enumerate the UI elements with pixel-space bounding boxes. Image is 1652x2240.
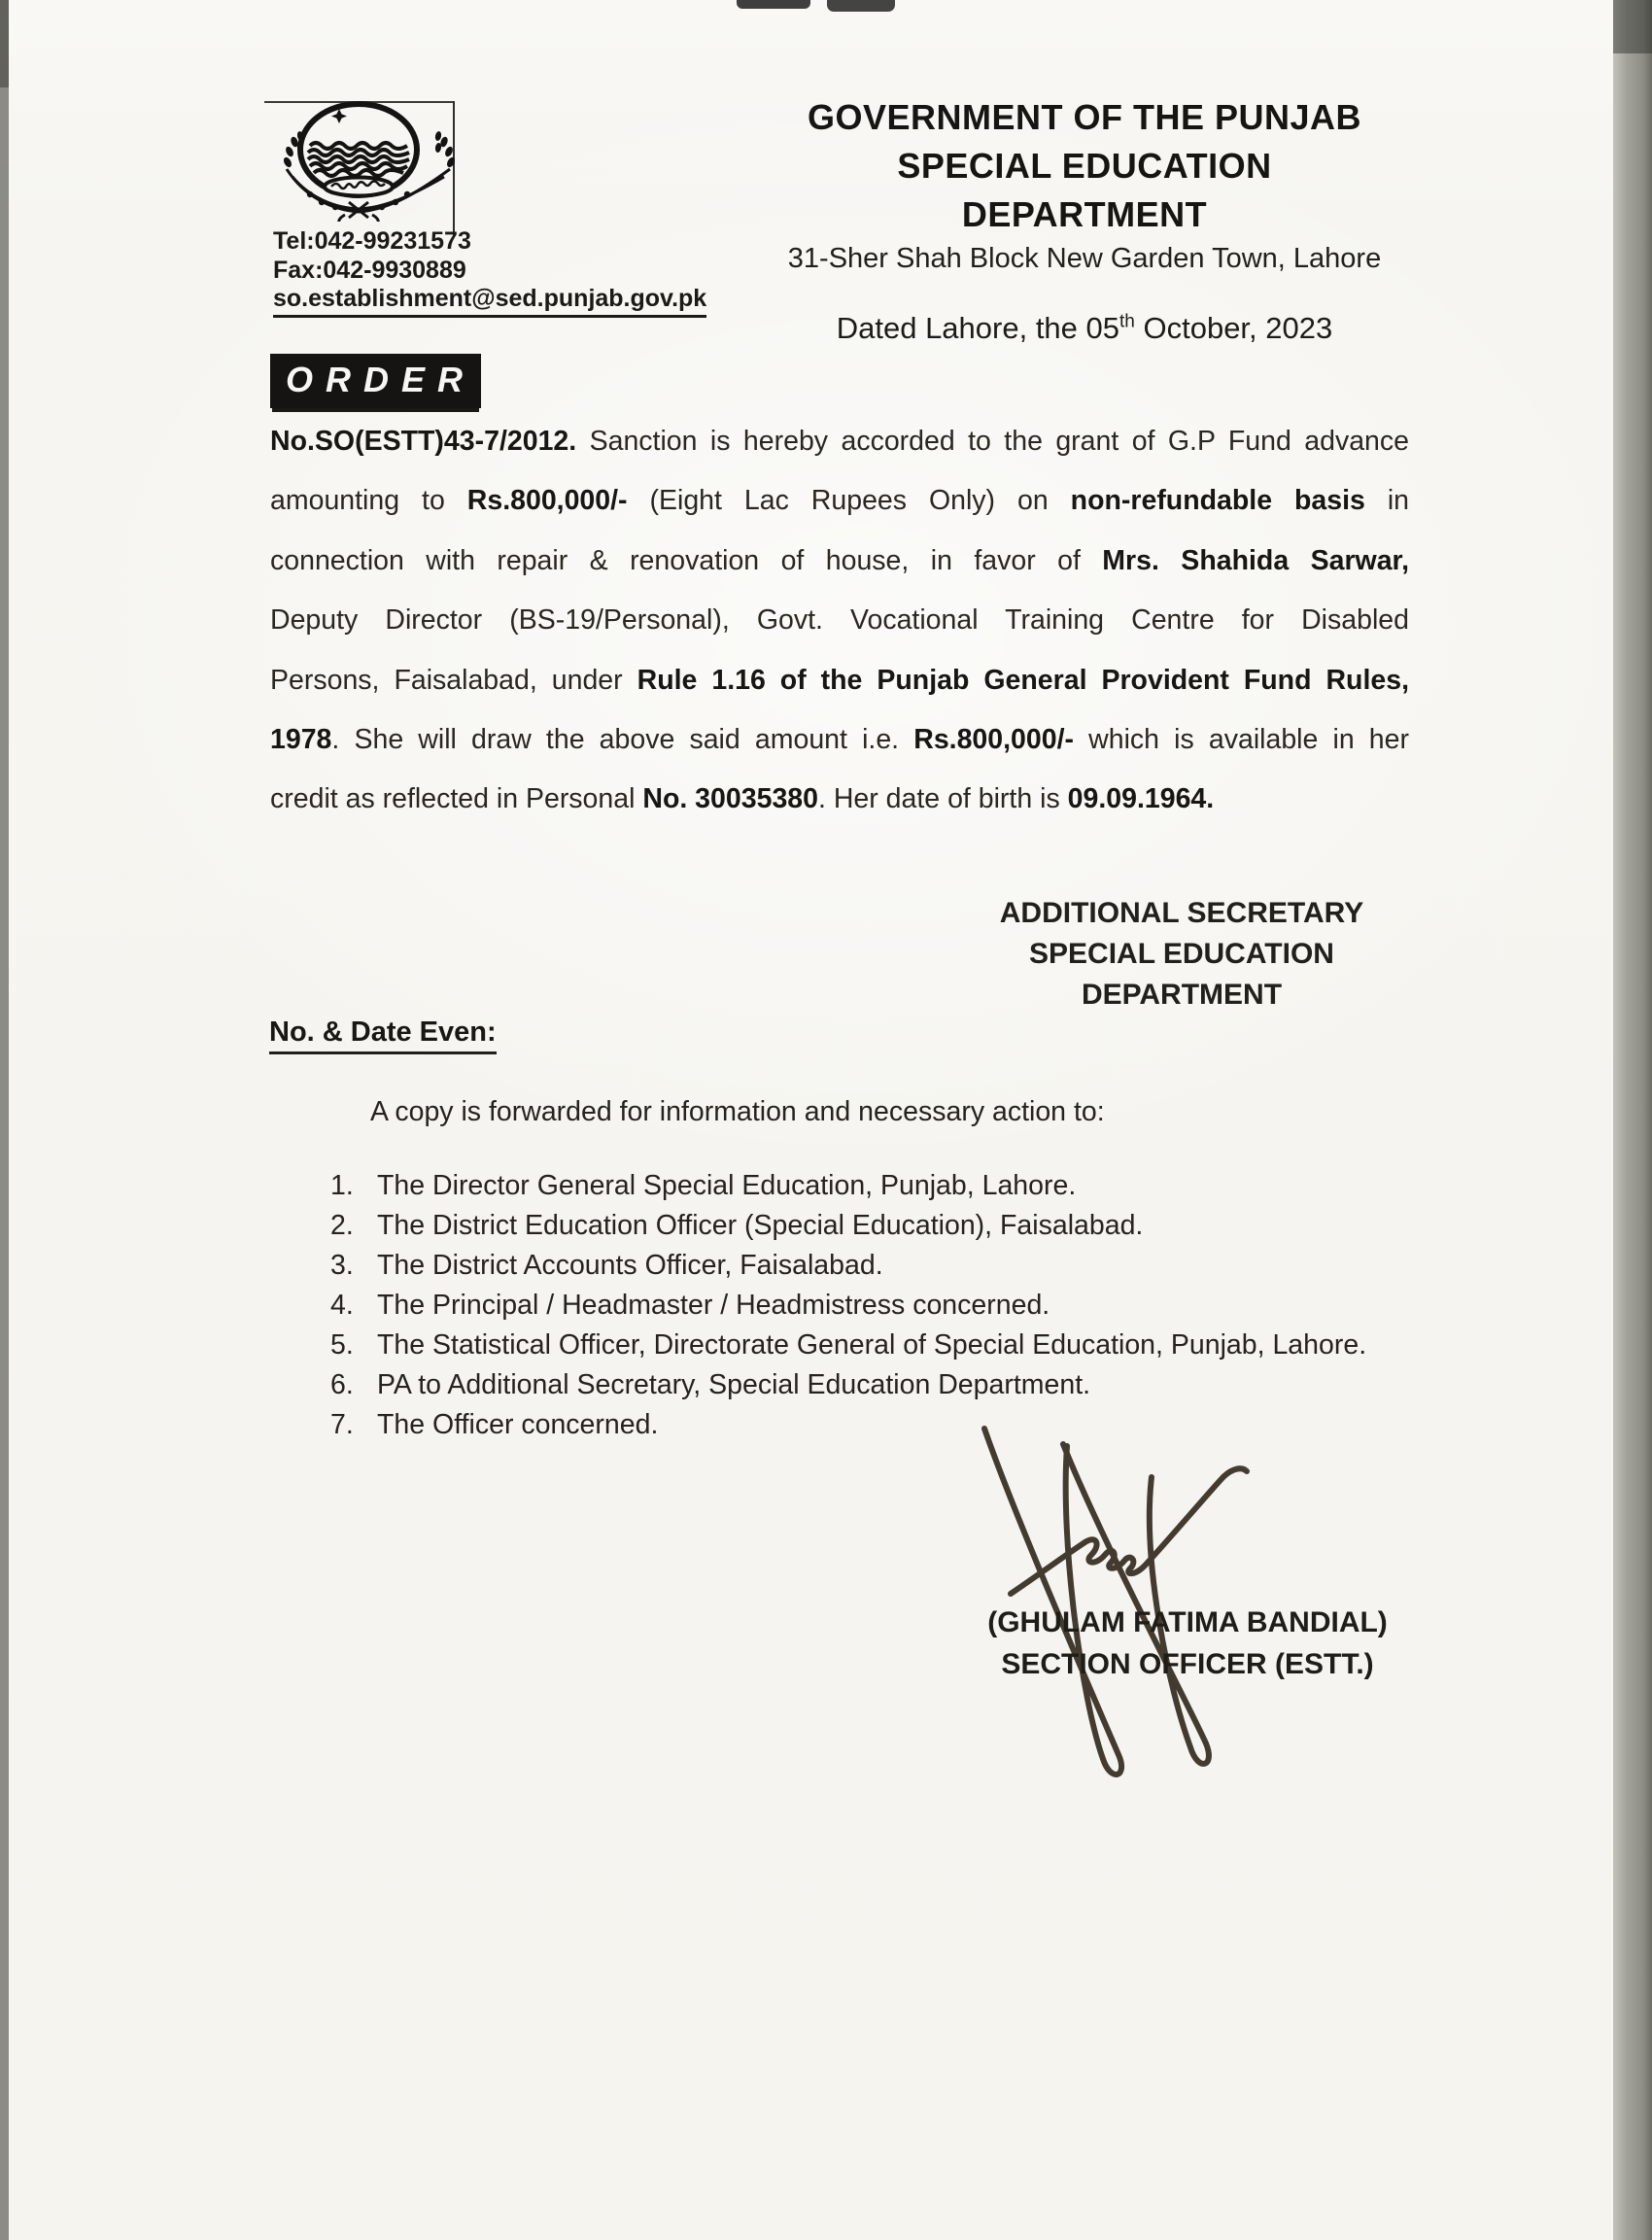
signatory-line: DEPARTMENT — [1081, 979, 1283, 1011]
order-body — [270, 412, 1409, 830]
date-ordinal-superscript: th — [1119, 311, 1135, 332]
order-heading: ORDER — [270, 354, 481, 408]
scan-artifact — [737, 0, 810, 9]
distribution-list-item — [330, 1166, 1409, 1206]
order-body-line: amounting to Rs.800,000/- (Eight Lac Rupees Only) on non-refundable basis in — [270, 485, 1410, 517]
date-line: Dated Lahore, the 05th October, 2023 — [836, 311, 1333, 345]
org-name-line2: SPECIAL EDUCATION DEPARTMENT — [897, 146, 1272, 234]
signatory-line: ADDITIONAL SECRETARY — [999, 897, 1364, 929]
list-item-text: The Principal / Headmaster / Headmistress concerned. — [377, 1290, 1050, 1321]
list-item-number: 2. — [330, 1210, 354, 1241]
fax-number: Fax:042-9930889 — [273, 256, 466, 284]
distribution-list-item — [330, 1246, 1409, 1286]
scan-edge-left — [0, 0, 9, 2240]
contact-block — [273, 227, 706, 319]
reference-heading: No. & Date Even: — [269, 1017, 497, 1054]
signatory-block — [972, 893, 1392, 1016]
signatory-name: (GHULAM FATIMA BANDIAL) — [987, 1606, 1388, 1638]
scan-edge-right — [1613, 0, 1652, 2240]
org-address: 31-Sher Shah Block New Garden Town, Lahore — [787, 243, 1382, 274]
list-item-text: The District Education Officer (Special Education), Faisalabad. — [377, 1210, 1144, 1241]
signatory-title: SECTION OFFICER (ESTT.) — [1001, 1648, 1374, 1680]
scan-edge-left-top — [0, 0, 9, 87]
distribution-list-item — [330, 1365, 1409, 1405]
list-item-text: The Statistical Officer, Directorate General of Special Education, Punjab, Lahore. — [377, 1329, 1367, 1361]
list-item-number: 3. — [330, 1250, 354, 1281]
order-body-line: connection with repair & renovation of house, in favor of Mrs. Shahida Sarwar, — [270, 544, 1409, 576]
signatory-line: SPECIAL EDUCATION — [1029, 938, 1334, 970]
list-item-number: 6. — [330, 1369, 354, 1400]
telephone-number: Tel:042-99231573 — [273, 227, 471, 255]
list-item-text: PA to Additional Secretary, Special Education Department. — [377, 1369, 1091, 1400]
copy-forwarded-line: A copy is forwarded for information and necessary action to: — [370, 1096, 1105, 1127]
list-item-number: 7. — [330, 1409, 354, 1440]
signature-block — [974, 1602, 1401, 1685]
order-body-line: Deputy Director (BS-19/Personal), Govt. Vocational Training Centre for Disabled — [270, 604, 1409, 637]
order-body-line: credit as reflected in Personal No. 30035380. Her date of birth is 09.09.1964. — [270, 783, 1215, 815]
punjab-government-emblem-logo — [277, 97, 462, 222]
letterhead — [787, 93, 1382, 346]
distribution-list-item — [330, 1326, 1409, 1365]
list-item-text: The Officer concerned. — [377, 1409, 659, 1440]
distribution-list-item — [330, 1286, 1409, 1326]
org-name-line1: GOVERNMENT OF THE PUNJAB — [807, 97, 1362, 137]
list-item-number: 4. — [330, 1290, 354, 1321]
signature-ink — [957, 1407, 1268, 1791]
list-item-text: The Director General Special Education, Punjab, Lahore. — [377, 1170, 1077, 1201]
order-heading-wrap — [270, 354, 481, 408]
list-item-text: The District Accounts Officer, Faisalabad. — [377, 1250, 883, 1281]
order-body-line: Persons, Faisalabad, under Rule 1.16 of the Punjab General Provident Fund Rules, — [270, 664, 1410, 696]
list-item-number: 1. — [330, 1170, 354, 1201]
order-body-line: 1978. She will draw the above said amount i.e. Rs.800,000/- which is available in her — [270, 724, 1410, 756]
email-address: so.establishment@sed.punjab.gov.pk — [273, 285, 706, 318]
order-body-line: No.SO(ESTT)43-7/2012. Sanction is hereby accorded to the grant of G.P Fund advance — [270, 426, 1409, 457]
scan-artifact — [827, 0, 895, 12]
list-item-number: 5. — [330, 1329, 354, 1361]
distribution-list-item — [330, 1206, 1409, 1246]
scan-edge-right-top — [1613, 0, 1652, 53]
distribution-list — [330, 1166, 1409, 1445]
